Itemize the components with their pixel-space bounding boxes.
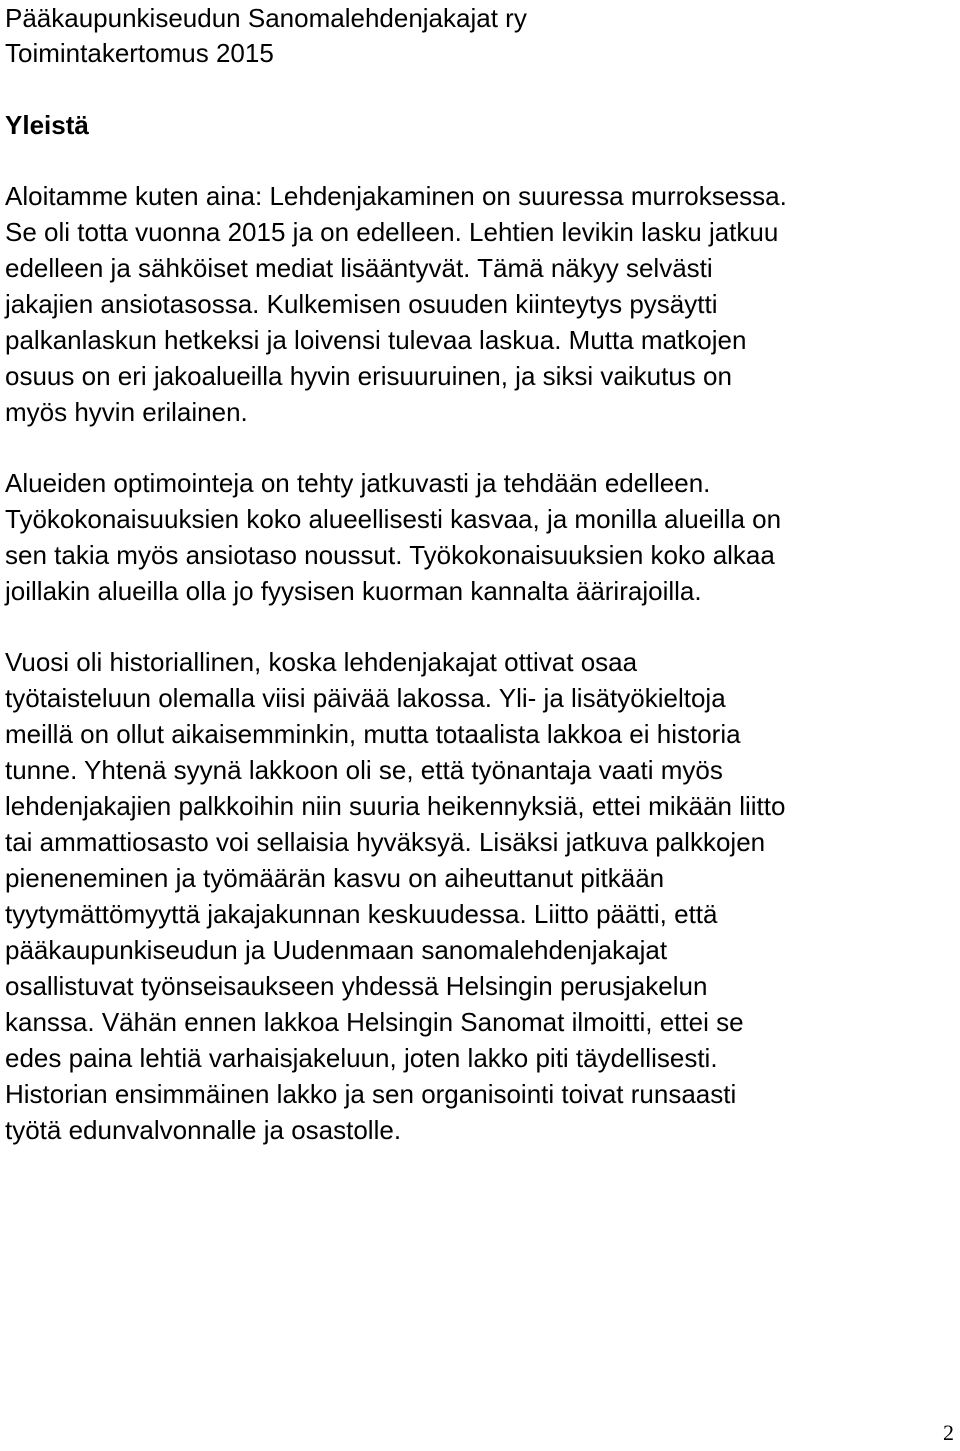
paragraph-3	[5, 644, 955, 1148]
text-line: kanssa. Vähän ennen lakkoa Helsingin Sanomat ilmoitti, ettei se	[5, 1007, 744, 1037]
text-line: Se oli totta vuonna 2015 ja on edelleen. Lehtien levikin lasku jatkuu	[5, 217, 779, 247]
text-line: meillä on ollut aikaisemminkin, mutta totaalista lakkoa ei historia	[5, 719, 741, 749]
text-line: jakajien ansiotasossa. Kulkemisen osuuden kiinteytys pysäytti	[5, 289, 718, 319]
text-line: Vuosi oli historiallinen, koska lehdenjakajat ottivat osaa	[5, 647, 638, 677]
text-line: osallistuvat työnseisaukseen yhdessä Helsingin perusjakelun	[5, 971, 708, 1001]
text-line: työtä edunvalvonnalle ja osastolle.	[5, 1115, 402, 1145]
text-line: sen takia myös ansiotaso noussut. Työkokonaisuuksien koko alkaa	[5, 540, 775, 570]
text-line: tyytymättömyyttä jakajakunnan keskuudessa. Liitto päätti, että	[5, 899, 718, 929]
text-line: tai ammattiosasto voi sellaisia hyväksyä. Lisäksi jatkuva palkkojen	[5, 827, 766, 857]
paragraph-2	[5, 465, 955, 609]
text-line: Alueiden optimointeja on tehty jatkuvasti ja tehdään edelleen.	[5, 468, 711, 498]
text-line: joillakin alueilla olla jo fyysisen kuorman kannalta äärirajoilla.	[5, 576, 702, 606]
page-number: 2	[943, 1420, 954, 1445]
section-heading: Yleistä	[5, 110, 89, 140]
text-line: tunne. Yhtenä syynä lakkoon oli se, että työnantaja vaati myös	[5, 755, 723, 785]
organization-name: Pääkaupunkiseudun Sanomalehdenjakajat ry	[5, 3, 527, 33]
text-line: lehdenjakajien palkkoihin niin suuria heikennyksiä, ettei mikään liitto	[5, 791, 786, 821]
text-line: osuus on eri jakoalueilla hyvin erisuuruinen, ja siksi vaikutus on	[5, 361, 732, 391]
text-line: työtaisteluun olemalla viisi päivää lakossa. Yli- ja lisätyökieltoja	[5, 683, 726, 713]
text-line: Historian ensimmäinen lakko ja sen organisointi toivat runsaasti	[5, 1079, 737, 1109]
text-line: edelleen ja sähköiset mediat lisääntyvät. Tämä näkyy selvästi	[5, 253, 713, 283]
document-title: Toimintakertomus 2015	[5, 38, 274, 68]
text-line: edes paina lehtiä varhaisjakeluun, joten lakko piti täydellisesti.	[5, 1043, 718, 1073]
text-line: Aloitamme kuten aina: Lehdenjakaminen on suuressa murroksessa.	[5, 181, 787, 211]
body-text	[5, 178, 955, 1183]
paragraph-1	[5, 178, 955, 430]
text-line: pääkaupunkiseudun ja Uudenmaan sanomalehdenjakajat	[5, 935, 668, 965]
text-line: Työkokonaisuuksien koko alueellisesti kasvaa, ja monilla alueilla on	[5, 504, 782, 534]
text-line: palkanlaskun hetkeksi ja loivensi tulevaa laskua. Mutta matkojen	[5, 325, 747, 355]
text-line: pieneneminen ja työmäärän kasvu on aiheuttanut pitkään	[5, 863, 665, 893]
text-line: myös hyvin erilainen.	[5, 397, 248, 427]
